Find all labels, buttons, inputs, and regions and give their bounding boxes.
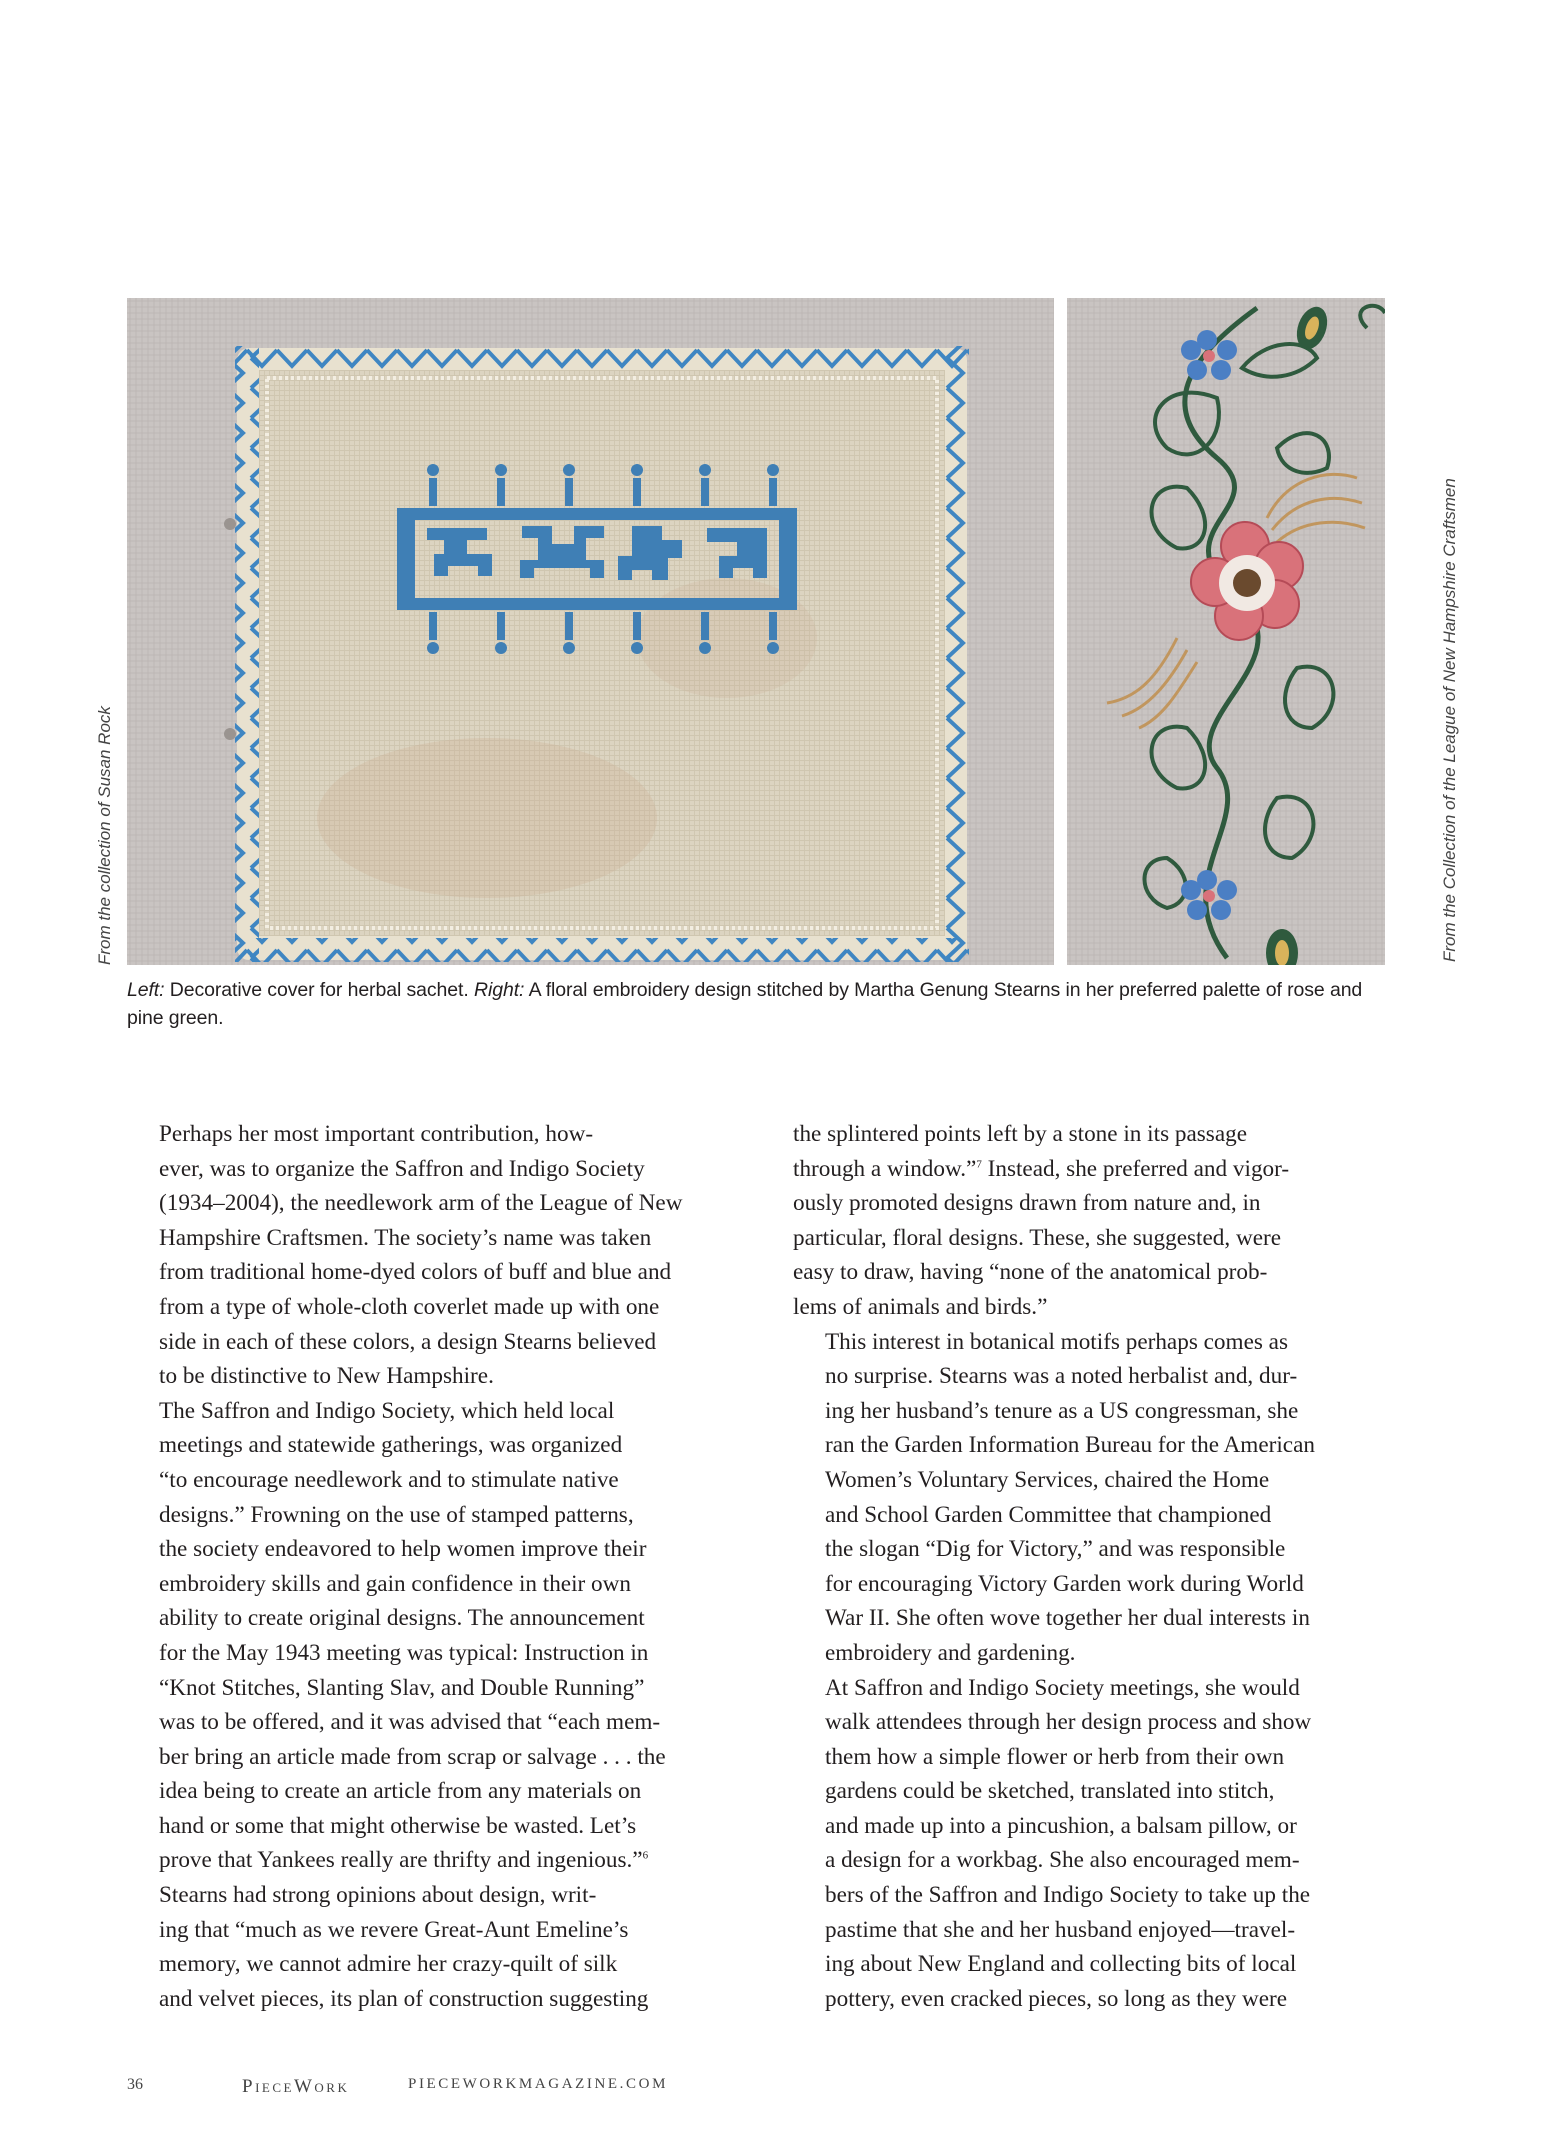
text-line: At Saffron and Indigo Society meetings, she would	[825, 1674, 1300, 1701]
text-line: memory, we cannot admire her crazy-quilt of silk	[159, 1951, 618, 1978]
zigzag-stitch-top	[235, 346, 969, 370]
text-fragment: through a window.”	[793, 1155, 977, 1182]
photo-herbal-sachet	[127, 298, 1054, 965]
text-line: gardens could be sketched, translated into stitch,	[825, 1778, 1275, 1805]
paragraph	[127, 1394, 747, 1878]
text-line: ber bring an article made from scrap or salvage . . . the	[159, 1743, 666, 1770]
page-number: 36	[127, 2076, 143, 2093]
floral-embroidery-image	[1067, 298, 1385, 965]
paragraph	[793, 1671, 1413, 2017]
text-line: side in each of these colors, a design Stearns believed	[159, 1328, 657, 1355]
article-column-left	[127, 1117, 747, 2016]
text-line: ability to create original designs. The announcement	[159, 1605, 645, 1632]
text-line: pastime that she and her husband enjoyed—travel-	[825, 1916, 1296, 1943]
text-line: and velvet pieces, its plan of construction suggesting	[159, 1985, 649, 2012]
text-line: walk attendees through her design process and show	[825, 1709, 1312, 1736]
text-line: from traditional home-dyed colors of buff and blue and	[159, 1259, 672, 1286]
text-line: the society endeavored to help women improve their	[159, 1536, 647, 1563]
text-line: to be distinctive to New Hampshire.	[159, 1363, 494, 1390]
text-line: and made up into a pincushion, a balsam pillow, or	[825, 1812, 1297, 1839]
herbal-sachet-image	[127, 298, 1054, 965]
text-line: no surprise. Stearns was a noted herbalist and, dur-	[825, 1363, 1298, 1390]
text-line: for the May 1943 meeting was typical: Instruction in	[159, 1639, 649, 1666]
text-line: ously promoted designs drawn from nature and, in	[793, 1190, 1261, 1217]
text-line: from a type of whole-cloth coverlet made up with one	[159, 1293, 660, 1320]
text-line: and School Garden Committee that championed	[825, 1501, 1272, 1528]
caption-left-label: Left:	[127, 979, 165, 1001]
caption-left-text: Decorative cover for herbal sachet.	[164, 979, 474, 1001]
text-line: a design for a workbag. She also encouraged mem-	[825, 1847, 1300, 1874]
magazine-name: PieceWork	[242, 2076, 350, 2097]
text-line: “to encourage needlework and to stimulate native	[159, 1466, 619, 1493]
website-link[interactable]: PIECEWORKMAGAZINE.COM	[408, 2076, 669, 2092]
photo-credit-right: From the Collection of the League of New Hampshire Craftsmen	[1440, 478, 1459, 962]
zigzag-stitch-left	[235, 346, 259, 962]
text-line: the slogan “Dig for Victory,” and was responsible	[825, 1536, 1286, 1563]
text-line: ran the Garden Information Bureau for the American	[825, 1432, 1315, 1459]
text-line: This interest in botanical motifs perhaps comes as	[825, 1328, 1288, 1355]
text-line: The Saffron and Indigo Society, which held local	[159, 1397, 615, 1424]
text-line: Perhaps her most important contribution, how-	[159, 1121, 594, 1147]
text-line: the splintered points left by a stone in its passage	[793, 1121, 1248, 1147]
article-column-right	[793, 1117, 1413, 2016]
caption-right-label: Right:	[473, 979, 525, 1001]
caption-right-text: A floral embroidery design stitched by Martha Genung Stearns in her preferred palette of rose and pine green.	[127, 979, 1363, 1029]
text-line: meetings and statewide gatherings, was organized	[159, 1432, 623, 1459]
text-line: lems of animals and birds.”	[793, 1293, 1048, 1320]
photo-caption	[127, 976, 1387, 1032]
text-line: idea being to create an article from any materials on	[159, 1778, 642, 1805]
text-line: Stearns had strong opinions about design, writ-	[159, 1882, 597, 1909]
text-line: “Knot Stitches, Slanting Slav, and Double Running”	[159, 1674, 645, 1701]
text-line: embroidery skills and gain confidence in their own	[159, 1570, 631, 1597]
text-line: designs.” Frowning on the use of stamped patterns,	[159, 1501, 634, 1528]
footnote-marker: 6	[642, 1849, 649, 1862]
zigzag-stitch-bottom	[235, 938, 969, 962]
paragraph	[793, 1117, 1413, 1325]
text-line: ever, was to organize the Saffron and Indigo Society	[159, 1155, 645, 1182]
text-line: was to be offered, and it was advised that “each mem-	[159, 1709, 661, 1736]
text-line: ing her husband’s tenure as a US congressman, she	[825, 1397, 1299, 1424]
text-fragment: Instead, she preferred and vigor-	[981, 1155, 1290, 1182]
paragraph	[793, 1325, 1413, 1671]
text-line: them how a simple flower or herb from their own	[825, 1743, 1285, 1770]
text-line: hand or some that might otherwise be wasted. Let’s	[159, 1812, 637, 1839]
text-line: bers of the Saffron and Indigo Society to take up the	[825, 1882, 1311, 1909]
text-line: Women’s Voluntary Services, chaired the Home	[825, 1466, 1270, 1493]
text-line: particular, floral designs. These, she suggested, were	[793, 1224, 1282, 1251]
text-line: (1934–2004), the needlework arm of the League of New	[159, 1190, 683, 1217]
photo-floral-embroidery	[1067, 298, 1385, 965]
text-line: Hampshire Craftsmen. The society’s name was taken	[159, 1224, 652, 1251]
text-line	[793, 1152, 1413, 1187]
photo-credit-left: From the collection of Susan Rock	[95, 706, 114, 965]
paragraph	[127, 1878, 747, 2016]
text-line: ing that “much as we revere Great-Aunt Emeline’s	[159, 1916, 629, 1943]
text-line: ing about New England and collecting bits of local	[825, 1951, 1297, 1978]
text-line	[127, 1843, 747, 1878]
footnote-marker: 7	[976, 1157, 982, 1170]
text-line: War II. She often wove together her dual interests in	[825, 1605, 1310, 1632]
zigzag-stitch-right	[945, 346, 969, 962]
text-line: easy to draw, having “none of the anatomical prob-	[793, 1259, 1268, 1286]
text-line: for encouraging Victory Garden work during World	[825, 1570, 1304, 1597]
text-fragment: prove that Yankees really are thrifty and ingenious.”	[159, 1847, 643, 1874]
text-line: pottery, even cracked pieces, so long as they were	[825, 1985, 1288, 2012]
text-line: embroidery and gardening.	[825, 1639, 1076, 1666]
paragraph	[127, 1117, 747, 1394]
